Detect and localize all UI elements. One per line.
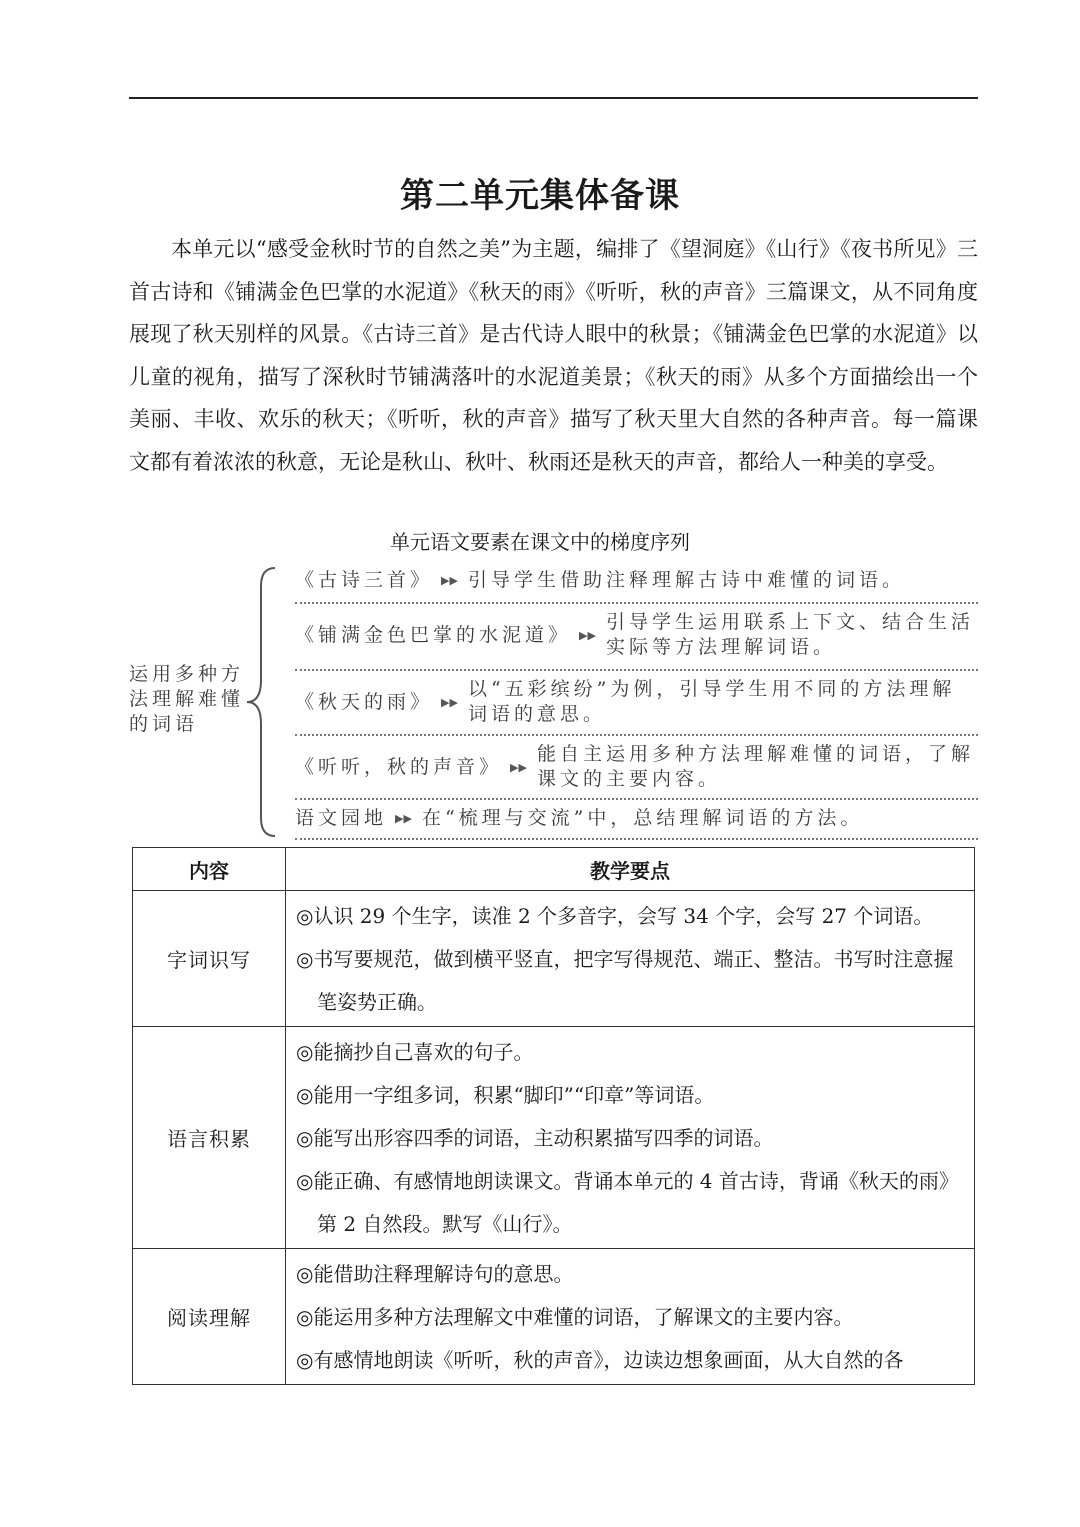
double-arrow-icon: ▶▶	[395, 812, 412, 825]
sequence-row	[295, 806, 978, 831]
points-cell	[286, 891, 975, 1027]
double-arrow-icon: ▶▶	[579, 628, 596, 642]
teaching-point: ◎有感情地朗读《听听，秋的声音》，边读边想象画面，从大自然的各	[296, 1348, 904, 1372]
sequence-lesson: 《听听，秋的声音》	[295, 755, 503, 778]
teaching-point: ◎能写出形容四季的词语，主动积累描写四季的词语。	[296, 1126, 774, 1150]
sequence-lesson: 《铺满金色巴掌的水泥道》	[295, 623, 572, 646]
sequence-lesson: 语文园地	[295, 807, 388, 829]
sequence-desc: 能自主运用多种方法理解难懂的词语，了解课文的主要内容。	[536, 743, 974, 790]
sequence-desc: 引导学生借助注释理解古诗中难懂的词语。	[467, 569, 905, 591]
category-cell: 字词识写	[133, 891, 286, 1027]
teaching-point: ◎认识 29 个生字，读准 2 个多音字，会写 34 个字，会写 27 个词语。	[296, 904, 934, 928]
teaching-points-table	[132, 847, 975, 1385]
sequence-desc: 引导学生运用联系上下文、结合生活实际等方法理解词语。	[605, 611, 974, 658]
sequence-desc: 在“梳理与交流”中，总结理解词语的方法。	[421, 807, 864, 829]
double-arrow-icon: ▶▶	[441, 574, 458, 587]
sequence-row	[295, 742, 978, 792]
header-rule	[129, 97, 978, 99]
category-cell: 阅读理解	[133, 1249, 286, 1385]
dotted-divider	[295, 798, 978, 800]
sequence-row	[295, 677, 978, 727]
curly-brace-icon	[241, 564, 281, 840]
sequence-desc: 以“五彩缤纷”为例，引导学生用不同的方法理解词语的意思。	[467, 678, 956, 725]
intro-paragraph: 本单元以“感受金秋时节的自然之美”为主题，编排了《望洞庭》《山行》《夜书所见》三首古诗和《铺满金色巴掌的水泥道》《秋天的雨》《听听，秋的声音》三篇课文，从不同角度展现了秋天别样的风景。《古诗三首》是古代诗人眼中的秋景；《铺满金色巴掌的水泥道》以儿童的视角，描写了深秋时节铺满落叶的水泥道美景；《秋天的雨》从多个方面描绘出一个美丽、丰收、欢乐的秋天；《听听，秋的声音》描写了秋天里大自然的各种声音。每一篇课文都有着浓浓的秋意，无论是秋山、秋叶、秋雨还是秋天的声音，都给人一种美的享受。	[129, 237, 978, 474]
double-arrow-icon: ▶▶	[441, 695, 458, 709]
category-cell: 语言积累	[133, 1027, 286, 1249]
sequence-row	[295, 610, 978, 660]
teaching-point: ◎能用一字组多词，积累“脚印”“印章”等词语。	[296, 1083, 715, 1107]
points-cell	[286, 1249, 975, 1385]
sequence-row	[295, 568, 978, 593]
page-title: 第二单元集体备课	[400, 176, 680, 216]
gradient-sequence-diagram	[129, 564, 978, 840]
sequence-side-label: 运用多种方法理解难懂的词语	[129, 663, 245, 735]
sequence-lesson: 《秋天的雨》	[295, 690, 434, 713]
teaching-point: ◎能摘抄自己喜欢的句子。	[296, 1040, 534, 1064]
points-cell	[286, 1027, 975, 1249]
dotted-divider	[295, 734, 978, 736]
table-row	[133, 1249, 975, 1385]
table-header-row	[133, 848, 975, 891]
sequence-title: 单元语文要素在课文中的梯度序列	[390, 530, 690, 554]
sequence-lesson: 《古诗三首》	[295, 569, 434, 591]
dotted-divider	[295, 669, 978, 671]
column-header-points: 教学要点	[286, 848, 975, 891]
teaching-point: ◎书写要规范，做到横平竖直，把字写得规范、端正、整洁。书写时注意握笔姿势正确。	[296, 947, 954, 1014]
teaching-point: ◎能正确、有感情地朗读课文。背诵本单元的 4 首古诗，背诵《秋天的雨》第 2 自然段。默写《山行》。	[296, 1169, 959, 1236]
dotted-divider	[295, 602, 978, 604]
column-header-content: 内容	[133, 848, 286, 891]
teaching-point: ◎能运用多种方法理解文中难懂的词语，了解课文的主要内容。	[296, 1305, 854, 1329]
double-arrow-icon: ▶▶	[510, 760, 527, 774]
table-row	[133, 891, 975, 1027]
teaching-point: ◎能借助注释理解诗句的意思。	[296, 1262, 574, 1286]
dotted-divider	[295, 838, 978, 840]
table-row	[133, 1027, 975, 1249]
